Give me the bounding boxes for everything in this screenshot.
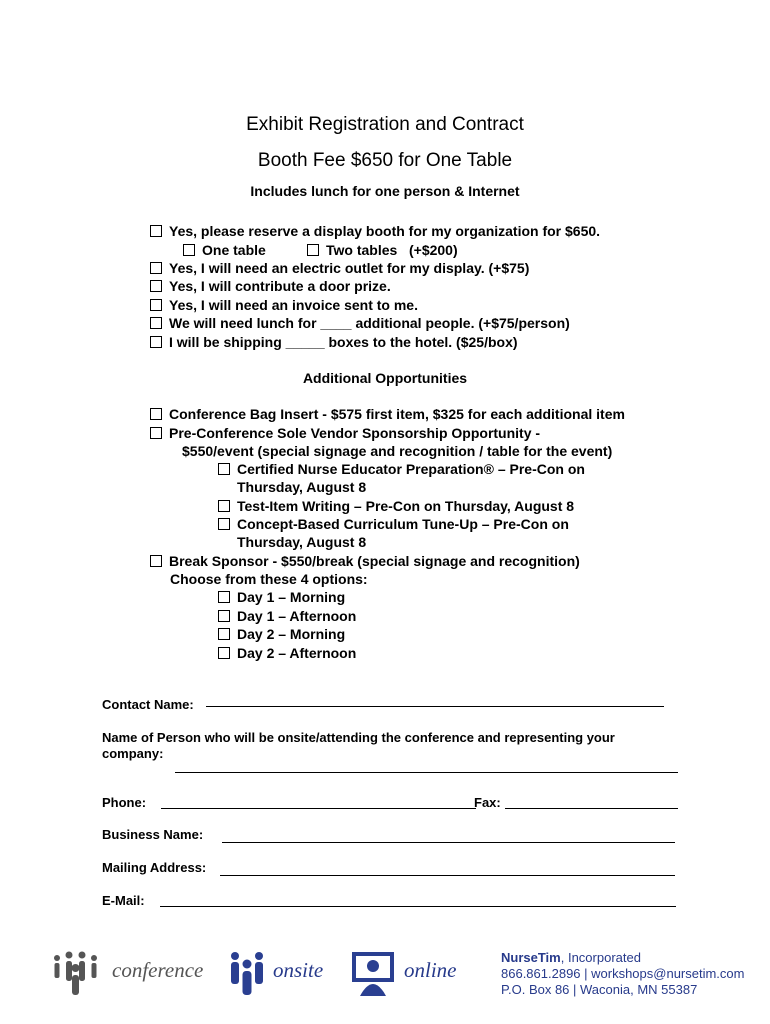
phone-label: Phone: xyxy=(102,795,147,810)
checkbox[interactable] xyxy=(150,408,162,420)
booth-fee-subtitle: Booth Fee $650 for One Table xyxy=(257,150,513,171)
additional-heading: Additional Opportunities xyxy=(302,370,468,386)
online-computer-icon xyxy=(350,950,396,996)
checkbox[interactable] xyxy=(150,262,162,274)
business-name-label: Business Name: xyxy=(102,827,204,842)
invoice-option[interactable]: Yes, I will need an invoice sent to me. xyxy=(150,297,418,313)
email-label: E-Mail: xyxy=(102,893,145,908)
checkbox[interactable] xyxy=(150,555,162,567)
includes-note: Includes lunch for one person & Internet xyxy=(250,183,520,199)
conference-people-icon xyxy=(52,950,102,996)
precon-curriculum-option[interactable]: Concept-Based Curriculum Tune-Up – Pre-Con on xyxy=(218,516,569,532)
checkbox[interactable] xyxy=(218,647,230,659)
precon-test-item-option[interactable]: Test-Item Writing – Pre-Con on Thursday, August 8 xyxy=(218,498,574,514)
company-name: NurseTim, Incorporated xyxy=(501,950,641,965)
day2-afternoon-option[interactable]: Day 2 – Afternoon xyxy=(218,645,356,661)
checkbox[interactable] xyxy=(218,628,230,640)
checkbox[interactable] xyxy=(150,280,162,292)
checkbox[interactable] xyxy=(150,336,162,348)
checkbox[interactable] xyxy=(218,610,230,622)
onsite-people-icon xyxy=(228,950,268,996)
checkbox[interactable] xyxy=(218,518,230,530)
shipping-option[interactable]: I will be shipping _____ boxes to the hotel. ($25/box) xyxy=(150,334,518,350)
mailing-address-field[interactable] xyxy=(220,875,675,876)
day1-afternoon-option[interactable]: Day 1 – Afternoon xyxy=(218,608,356,624)
precon-curriculum-date: Thursday, August 8 xyxy=(237,534,367,550)
onsite-person-label-cont: company: xyxy=(102,746,164,761)
sole-vendor-detail: $550/event (special signage and recognition / table for the event) xyxy=(182,443,613,459)
company-address: P.O. Box 86 | Waconia, MN 55387 xyxy=(501,982,698,997)
checkbox[interactable] xyxy=(150,317,162,329)
precon-cne-option[interactable]: Certified Nurse Educator Preparation® – Pre-Con on xyxy=(218,461,585,477)
checkbox[interactable] xyxy=(150,299,162,311)
fax-field[interactable] xyxy=(505,808,678,809)
one-table-option[interactable]: One table xyxy=(183,242,266,258)
precon-cne-date: Thursday, August 8 xyxy=(237,479,367,495)
two-tables-option[interactable]: Two tables (+$200) xyxy=(307,242,458,258)
checkbox[interactable] xyxy=(218,500,230,512)
day2-morning-option[interactable]: Day 2 – Morning xyxy=(218,626,345,642)
electric-outlet-option[interactable]: Yes, I will need an electric outlet for my display. (+$75) xyxy=(150,260,529,276)
contact-name-field[interactable] xyxy=(206,706,664,707)
checkbox[interactable] xyxy=(307,244,319,256)
onsite-text: onsite xyxy=(273,958,324,982)
checkbox[interactable] xyxy=(150,225,162,237)
fax-label: Fax: xyxy=(474,795,501,810)
mailing-address-label: Mailing Address: xyxy=(102,860,207,875)
day1-morning-option[interactable]: Day 1 – Morning xyxy=(218,589,345,605)
page-title: Exhibit Registration and Contract xyxy=(246,114,524,135)
conference-text: conference xyxy=(112,958,204,982)
company-contact-line: 866.861.2896 | workshops@nursetim.com xyxy=(501,966,745,981)
online-text: online xyxy=(404,958,457,982)
checkbox[interactable] xyxy=(218,591,230,603)
email-field[interactable] xyxy=(160,906,676,907)
contact-name-label: Contact Name: xyxy=(102,697,194,712)
sole-vendor-option[interactable]: Pre-Conference Sole Vendor Sponsorship Opportunity - xyxy=(150,425,540,441)
door-prize-option[interactable]: Yes, I will contribute a door prize. xyxy=(150,278,391,294)
business-name-field[interactable] xyxy=(222,842,675,843)
checkbox[interactable] xyxy=(183,244,195,256)
choose-options-label: Choose from these 4 options: xyxy=(170,571,368,587)
onsite-person-field[interactable] xyxy=(175,772,678,773)
checkbox[interactable] xyxy=(218,463,230,475)
reserve-booth-option[interactable]: Yes, please reserve a display booth for my organization for $650. xyxy=(150,223,600,239)
phone-field[interactable] xyxy=(161,808,476,809)
break-sponsor-option[interactable]: Break Sponsor - $550/break (special signage and recognition) xyxy=(150,553,580,569)
lunch-option[interactable]: We will need lunch for ____ additional people. (+$75/person) xyxy=(150,315,570,331)
checkbox[interactable] xyxy=(150,427,162,439)
bag-insert-option[interactable]: Conference Bag Insert - $575 first item, $325 for each additional item xyxy=(150,406,625,422)
onsite-person-label: Name of Person who will be onsite/attending the conference and representing your xyxy=(102,730,615,745)
